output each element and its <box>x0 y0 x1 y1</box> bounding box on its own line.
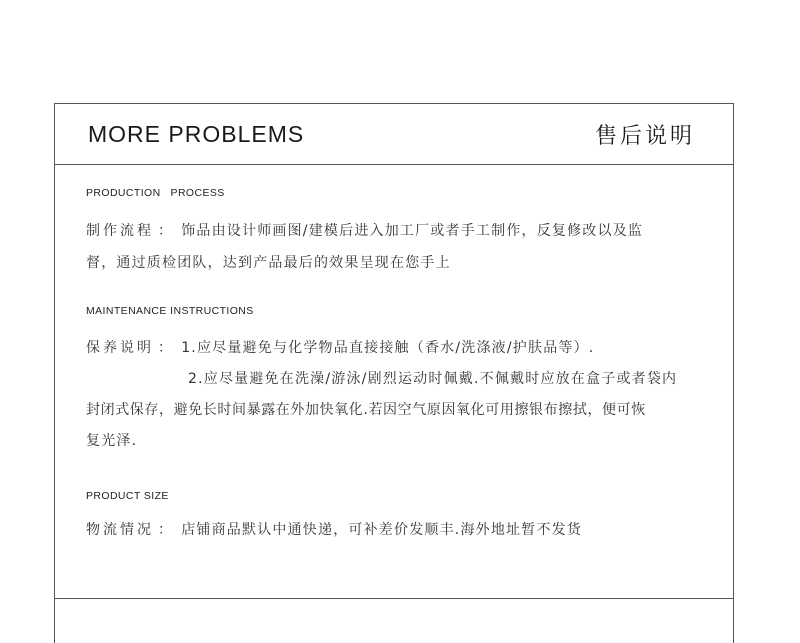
production-line-1 <box>86 220 643 240</box>
production-colon: ： <box>158 223 174 239</box>
size-label: 物流情况 <box>86 522 154 538</box>
production-heading: PRODUCTION PROCESS <box>86 187 225 199</box>
maintenance-line-3: 封闭式保存，避免长时间暴露在外加快氧化.若因空气原因氧化可用擦银布擦拭，便可恢 <box>86 402 646 418</box>
maintenance-line-4: 复光泽. <box>86 433 138 449</box>
size-colon: ： <box>158 522 174 538</box>
maintenance-line-2: 2.应尽量避免在洗澡/游泳/剧烈运动时佩戴.不佩戴时应放在盒子或者袋内 <box>188 371 678 387</box>
size-line-1 <box>86 519 582 539</box>
maintenance-text-1: 1.应尽量避免与化学物品直接接触（香水/洗涤液/护肤品等）. <box>181 340 595 356</box>
page-title-cn: 售后说明 <box>594 124 695 149</box>
header-divider <box>54 164 734 165</box>
maintenance-heading: MAINTENANCE INSTRUCTIONS <box>86 305 254 317</box>
maintenance-label: 保养说明 <box>86 340 154 356</box>
size-heading: PRODUCT SIZE <box>86 490 169 502</box>
production-line-2: 督，通过质检团队，达到产品最后的效果呈现在您手上 <box>86 255 451 271</box>
maintenance-colon: ： <box>158 340 174 356</box>
production-text-1: 饰品由设计师画图/建模后进入加工厂或者手工制作，反复修改以及监 <box>181 223 644 239</box>
maintenance-line-1 <box>86 337 594 357</box>
size-text-1: 店铺商品默认中通快递，可补差价发顺丰.海外地址暂不发货 <box>181 522 583 538</box>
footer-divider <box>54 598 734 599</box>
page-title-en: MORE PROBLEMS <box>88 121 305 147</box>
production-label: 制作流程 <box>86 223 154 239</box>
